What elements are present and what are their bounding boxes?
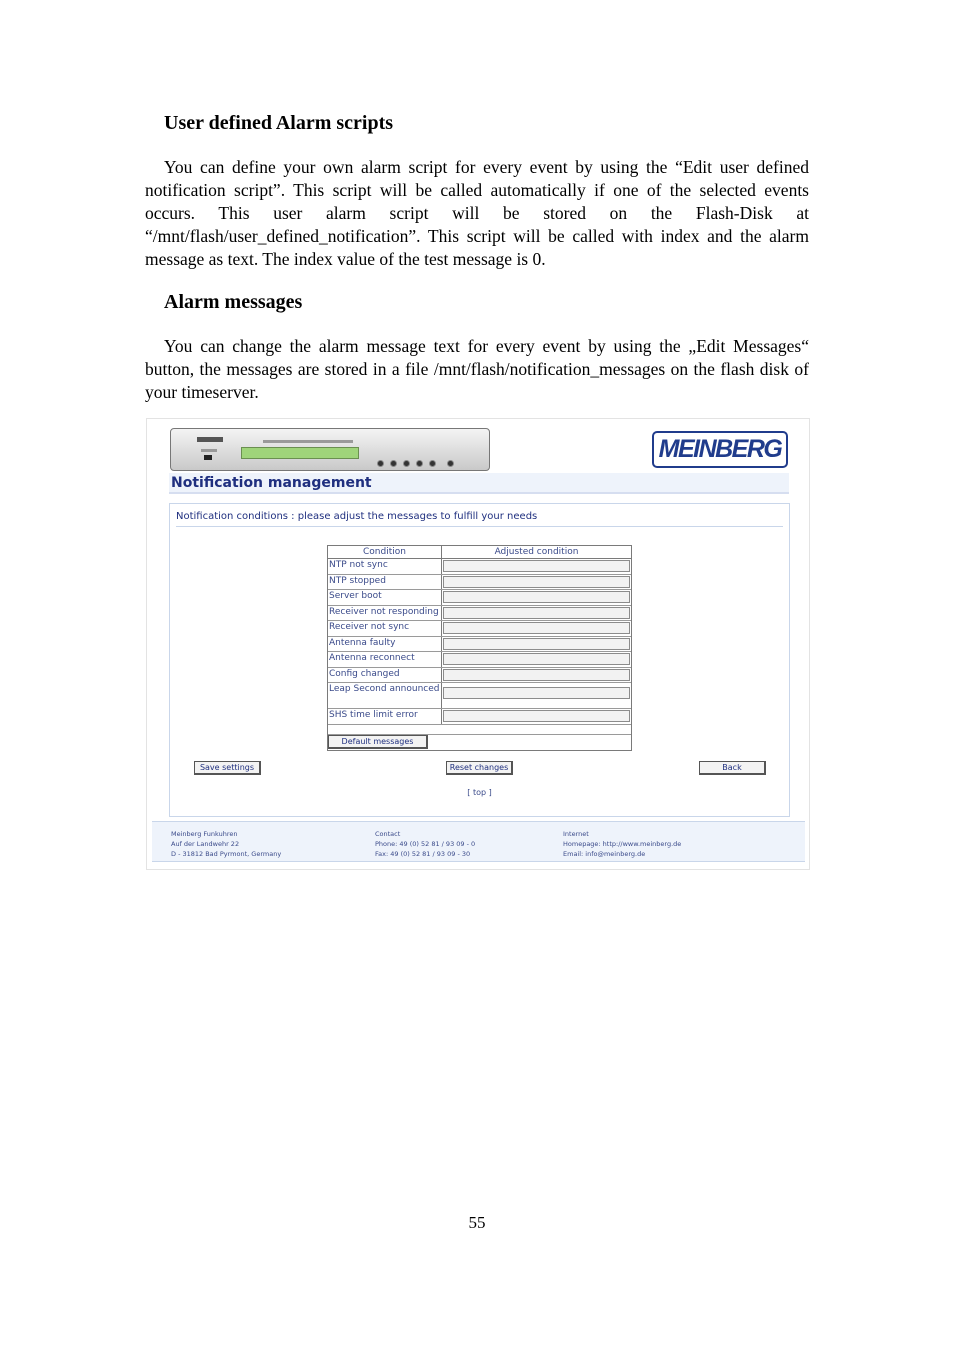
footer-line: Auf der Landwehr 22 [171,840,240,848]
page-number: 55 [468,1213,486,1232]
condition-label: Config changed [328,668,442,683]
table-row [328,683,631,709]
footer-line: D - 31812 Bad Pyrmont, Germany [171,850,282,858]
adjusted-condition-input[interactable] [443,710,630,722]
condition-label: Antenna reconnect [328,652,442,667]
device-front-panel-image [170,428,490,471]
device-caption [263,440,353,443]
footer-line: Meinberg Funkuhren [171,830,238,838]
table-header [328,546,631,559]
device-button-icon [429,460,436,467]
condition-label: SHS time limit error [328,709,442,724]
footer-address [171,829,281,859]
device-button-icon [447,460,454,467]
adjusted-condition-input[interactable] [443,653,630,665]
alarm-scripts-paragraph [145,156,809,271]
table-row [328,590,631,606]
alarm-messages-text: You can change the alarm message text for every event by using the „Edit Messages“ button, the messages are stored in a file /mnt/flash/notification_messages on the flash disk of your timeserver. [145,336,809,402]
panel-divider [176,526,783,527]
table-row [328,575,631,591]
footer-line: Internet [563,830,589,838]
section-heading-alarm-scripts: User defined Alarm scripts [164,112,394,134]
device-led [204,455,212,460]
reset-changes-button[interactable]: Reset changes [446,761,513,775]
table-row [328,606,631,622]
device-button-icon [403,460,410,467]
notification-management-screenshot [146,418,810,870]
device-brand-mark [197,437,223,442]
adjusted-condition-input[interactable] [443,591,630,603]
device-button-icon [390,460,397,467]
table-footer [328,735,631,750]
device-lcd-display [241,447,359,459]
condition-label: Receiver not sync [328,621,442,636]
device-label [201,449,217,452]
condition-label: Server boot [328,590,442,605]
section-heading-alarm-messages: Alarm messages [164,291,303,313]
table-row [328,668,631,684]
footer-line: Contact [375,830,401,838]
header-condition: Condition [328,546,442,558]
header-adjusted-condition: Adjusted condition [494,547,579,557]
adjusted-condition-input[interactable] [443,638,630,650]
alarm-messages-paragraph [145,335,809,404]
default-messages-button[interactable]: Default messages [328,735,428,749]
table-row [328,621,631,637]
footer-line: Phone: 49 (0) 52 81 / 93 09 - 0 [375,840,476,848]
top-link[interactable]: [ top ] [467,788,492,797]
device-button-icon [416,460,423,467]
table-row [328,559,631,575]
panel-title: Notification conditions : please adjust the messages to fulfill your needs [176,511,538,522]
conditions-table [327,545,632,751]
alarm-scripts-text: You can define your own alarm script for every event by using the “Edit user defined notification script”. This script will be called automatically if one of the selected events occurs. This user alarm script will be stored on the Flash-Disk at “/mnt/flash/user_defined_notification”. This script will be called with index and the alarm message as text. The index value of the test message is 0. [145,157,809,269]
table-row [328,725,631,735]
meinberg-logo: MEINBERG [652,431,788,468]
footer-contact [375,829,475,859]
device-button-icon [377,460,384,467]
adjusted-condition-input[interactable] [443,560,630,572]
condition-label: Leap Second announced [328,683,442,708]
adjusted-condition-input[interactable] [443,687,630,699]
adjusted-condition-input[interactable] [443,576,630,588]
condition-label: NTP stopped [328,575,442,590]
back-button[interactable]: Back [699,761,766,775]
footer-internet [563,829,681,859]
footer-line: Fax: 49 (0) 52 81 / 93 09 - 30 [375,850,471,858]
condition-label: Antenna faulty [328,637,442,652]
table-row [328,637,631,653]
page-title: Notification management [169,473,789,494]
adjusted-condition-input[interactable] [443,669,630,681]
site-footer [152,821,805,862]
adjusted-condition-input[interactable] [443,607,630,619]
footer-link[interactable]: Email: info@meinberg.de [563,850,646,858]
condition-label: NTP not sync [328,559,442,574]
table-row [328,709,631,725]
notification-conditions-panel [169,503,790,817]
save-settings-button[interactable]: Save settings [194,761,261,775]
table-row [328,652,631,668]
footer-link[interactable]: Homepage: http://www.meinberg.de [563,840,682,848]
adjusted-condition-input[interactable] [443,622,630,634]
condition-label: Receiver not responding [328,606,442,621]
